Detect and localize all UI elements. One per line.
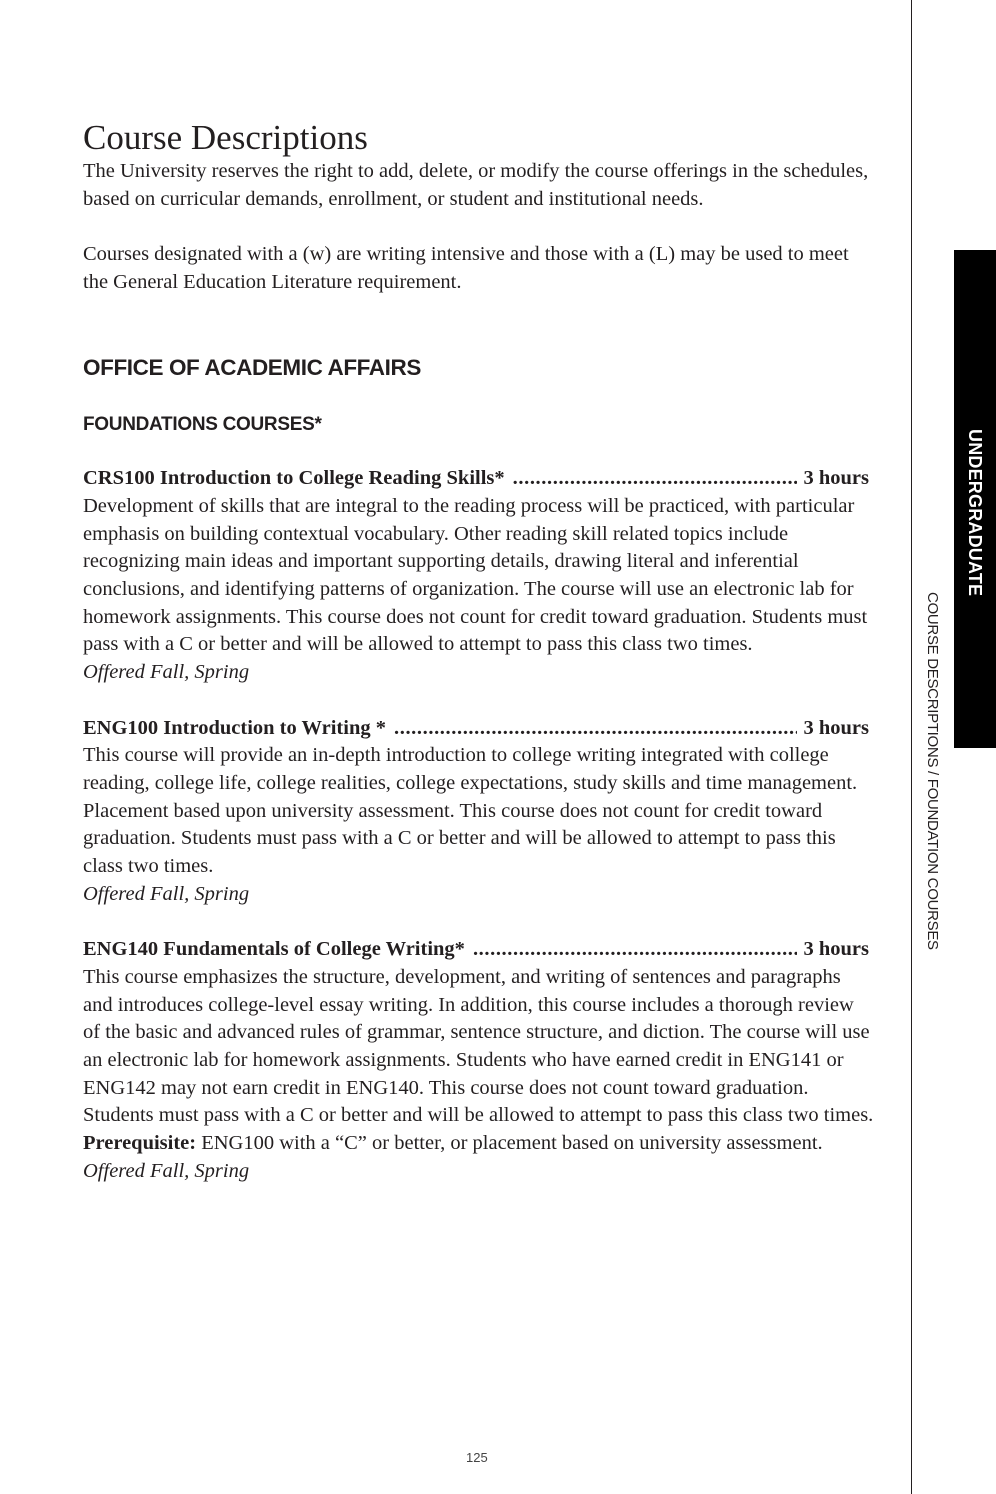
course-offered: Offered Fall, Spring bbox=[83, 1159, 250, 1182]
course-entry bbox=[83, 936, 875, 1185]
course-entry bbox=[83, 465, 875, 687]
spacer bbox=[83, 213, 875, 241]
course-header bbox=[83, 936, 869, 964]
section-tab-label: UNDERGRADUATE bbox=[965, 429, 985, 597]
course-title: ENG100 Introduction to Writing * bbox=[83, 716, 386, 739]
course-hours: 3 hours bbox=[803, 938, 869, 961]
course-offered: Offered Fall, Spring bbox=[83, 882, 250, 905]
prerequisite-label: Prerequisite: bbox=[83, 1132, 197, 1155]
writing-intensive-note: Courses designated with a (w) are writing intensive and those with a (L) may be used to meet the General Education Literature requirement. bbox=[83, 243, 849, 293]
dot-leader bbox=[473, 936, 798, 964]
section-heading: OFFICE OF ACADEMIC AFFAIRS bbox=[83, 354, 421, 380]
course-hours: 3 hours bbox=[803, 716, 869, 739]
page-number: 125 bbox=[466, 1450, 488, 1465]
course-description: This course emphasizes the structure, development, and writing of sentences and paragraphs and introduces college-level essay writing. In addition, this course includes a thorough review of the basic and advanced rules of grammar, sentence structure, and diction. The course will use an electronic lab for homework assignments. Students who have earned credit in ENG141 or ENG142 may not earn credit in ENG140. This course does not count toward graduation. Students must pass with a C or better and will be allowed to attempt to pass this class two times. bbox=[83, 965, 874, 1127]
course-header bbox=[83, 465, 869, 493]
course-offered: Offered Fall, Spring bbox=[83, 661, 250, 684]
dot-leader bbox=[394, 715, 797, 743]
prerequisite-text: ENG100 with a “C” or better, or placement based on university assessment. bbox=[201, 1132, 823, 1155]
dot-leader bbox=[513, 465, 798, 493]
course-prerequisite bbox=[83, 1130, 875, 1158]
subsection-heading: FOUNDATIONS COURSES* bbox=[83, 413, 322, 435]
course-title: ENG140 Fundamentals of College Writing* bbox=[83, 938, 465, 961]
course-description: Development of skills that are integral to the reading process will be practiced, with particular emphasis on building contextual vocabulary. Other reading skill related topics include recognizing main ideas and important supporting details, drawing literal and inferential conclusions, and identifying patterns of organization. The course will use an electronic lab for homework assignments. This course does not count for credit toward graduation. Students must pass with a C or better and will be allowed to attempt to pass this class two times. bbox=[83, 494, 868, 656]
sidebar-divider bbox=[911, 0, 912, 1494]
course-header bbox=[83, 715, 869, 743]
intro-paragraph: The University reserves the right to add, delete, or modify the course offerings in the schedules, based on curricular demands, enrollment, or student and institutional needs. bbox=[83, 160, 869, 210]
course-entry bbox=[83, 715, 875, 909]
course-hours: 3 hours bbox=[803, 467, 869, 490]
main-content bbox=[83, 118, 875, 1185]
course-description: This course will provide an in-depth introduction to college writing integrated with college reading, college life, college realities, college expectations, study skills and time management. Placement based upon university assessment. This course does not count for credit toward graduation. Students must pass with a C or better and will be allowed to attempt to pass this class two times. bbox=[83, 744, 858, 878]
running-header-caption: COURSE DESCRIPTIONS / FOUNDATION COURSES bbox=[924, 592, 941, 950]
page-title: Course Descriptions bbox=[83, 118, 368, 157]
course-title: CRS100 Introduction to College Reading Skills* bbox=[83, 467, 505, 490]
